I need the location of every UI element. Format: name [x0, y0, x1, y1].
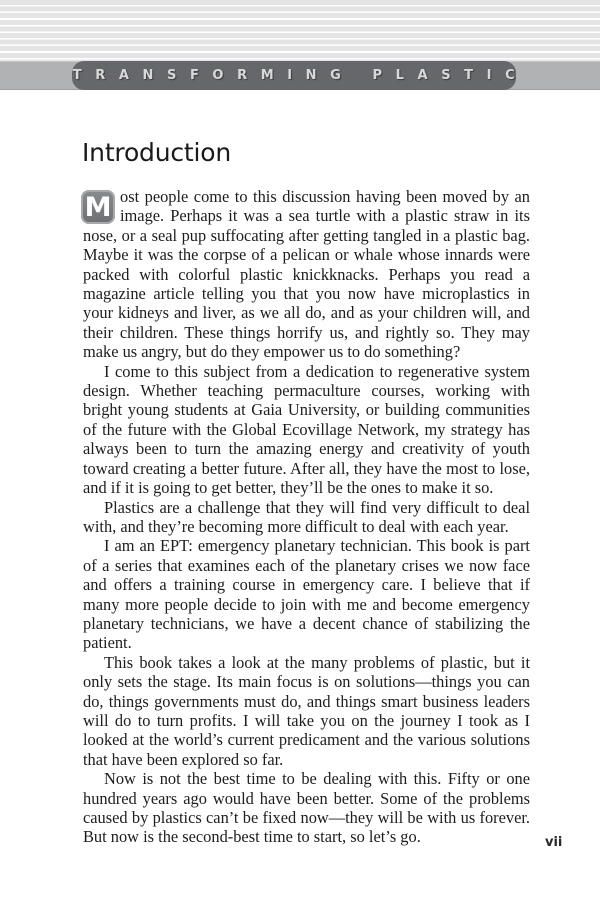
chapter-body — [83, 187, 530, 847]
page-number: vii — [545, 835, 563, 850]
paragraph-1 — [83, 187, 530, 362]
paragraph-6: Now is not the best time to be dealing with this. Fifty or one hundred years ago would have been better. Some of the problems caused by plastics can’t be fixed now—they will be with us forever. But now is the second-best time to start, so let’s go. — [83, 769, 530, 847]
chapter-title: Introduction — [82, 138, 231, 167]
running-header — [72, 61, 529, 90]
paragraph-1-text: ost people come to this discussion having been moved by an image. Perhaps it was a sea turtle with a plastic straw in its nose, or a seal pup suffocating after getting tangled in a plastic bag. Maybe it was the corpse of a pelican or whale whose innards were packed with colorful plastic knickknacks. Perhaps you read a magazine article telling you that you now have microplastics in your kidneys and liver, as we all do, and as your children will, and their children. These things horrify us, and rightly so. They may make us angry, but do they empower us to do something? — [83, 187, 530, 362]
paragraph-2: I come to this subject from a dedication to regenerative system design. Whether teaching permaculture courses, working with bright young students at Gaia University, or building communities of the future with the Global Ecovillage Network, my strategy has always been to turn the amazing energy and creativity of youth toward creating a better future. After all, they have the most to lose, and if it is going to get better, they’ll be the ones to make it so. — [83, 361, 530, 498]
running-title: TRANSFORMING PLASTIC — [72, 68, 529, 83]
paragraph-3: Plastics are a challenge that they will find very difficult to deal with, and they’re becoming more difficult to deal with each year. — [83, 497, 530, 536]
paragraph-5: This book takes a look at the many problems of plastic, but it only sets the stage. Its main focus is on solutions—things you can do, things governments must do, and things smart business leaders will do to turn profits. I will take you on the journey I took as I looked at the world’s current predicament and the various solutions that have been explored so far. — [83, 652, 530, 769]
drop-cap: M — [81, 190, 115, 224]
paragraph-4: I am an EPT: emergency planetary technician. This book is part of a series that examines each of the planetary crises we now face and offers a training course in emergency care. I believe that if many more people decide to join with me and become emergency planetary technicians, we have a decent chance of stabilizing the patient. — [83, 536, 530, 653]
decorative-stripes — [0, 0, 600, 61]
